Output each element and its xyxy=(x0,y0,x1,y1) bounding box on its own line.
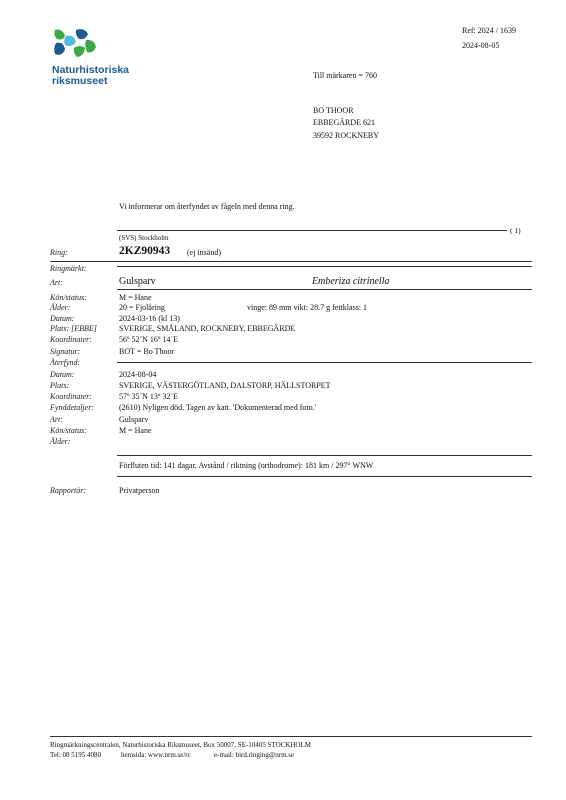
ring-label: Ring: xyxy=(50,248,68,257)
ringing-date: 2024-03-16 (kl 13) xyxy=(119,314,180,323)
address-street: EBBEGÄRDE 621 xyxy=(313,118,375,127)
recipient-note: Till märkaren = 760 xyxy=(313,71,377,80)
recovery-species-label: Art: xyxy=(50,415,63,424)
recovery-date: 2024-08-04 xyxy=(119,370,157,379)
letter-date: 2024-08-05 xyxy=(462,41,500,50)
ring-number: 2KZ90943 xyxy=(119,245,171,257)
age-label: Ålder: xyxy=(50,303,71,312)
footer-website: hemsida: www.nrm.se/rc xyxy=(121,751,191,759)
coords-label: Koordinater: xyxy=(50,335,92,344)
address-city: 39592 ROCKNEBY xyxy=(313,131,380,140)
recovery-sex: M = Hane xyxy=(119,426,152,435)
ring-note: (ej insänd) xyxy=(187,248,221,257)
date-label: Datum: xyxy=(50,314,75,323)
ringing-measurements: vinge: 89 mm vikt: 28.7 g fettklass: 1 xyxy=(247,303,367,312)
details-label: Fynddetaljer: xyxy=(50,403,94,412)
scheme-name: (SVS) Stockholm xyxy=(119,234,169,242)
footer-address: Ringmärkningscentralen, Naturhistoriska Riksmuseet, Box 50007, SE-10405 STOCKHOLM xyxy=(50,741,311,749)
recovery-date-label: Datum: xyxy=(50,370,75,379)
place-label: Plats: [EBBE] xyxy=(50,324,97,333)
divider xyxy=(117,455,532,456)
divider xyxy=(117,266,532,267)
divider xyxy=(117,289,532,290)
ringing-age: 20 = Fjolåring xyxy=(119,303,165,312)
divider xyxy=(117,230,507,231)
address-name: BO THOOR xyxy=(313,106,354,115)
recovery-details: (2610) Nyligen död. Tagen av katt. 'Dokumenterad med foto.' xyxy=(119,403,317,412)
org-name-line2: riksmuseet xyxy=(52,75,108,87)
ringing-sex: M = Hane xyxy=(119,293,152,302)
recovery-place: SVERIGE, VÄSTERGÖTLAND, DALSTORP, HÄLLSTORPET xyxy=(119,381,331,390)
reporter-label: Rapportör: xyxy=(50,486,86,495)
divider xyxy=(117,476,532,477)
recovery-species: Gulsparv xyxy=(119,415,149,424)
footer-email: e-mail: bird.ringing@nrm.se xyxy=(214,751,295,759)
summary-text: Förfluten tid: 141 dagar, Avstånd / riktning (orthodrome): 181 km / 297° WNW xyxy=(119,461,374,470)
species-label: Art: xyxy=(50,278,63,287)
recovery-age-label: Ålder: xyxy=(50,437,71,446)
footer-phone: Tel: 08 5195 4080 xyxy=(50,751,102,759)
recovery-place-label: Plats: xyxy=(50,381,70,390)
footer-divider xyxy=(50,736,532,737)
sex-label: Kön/status: xyxy=(50,293,87,302)
recovery-label: Återfynd: xyxy=(50,358,81,367)
org-name-line1: Naturhistoriska xyxy=(52,64,130,76)
species-latin: Emberiza citrinella xyxy=(312,276,390,287)
page-marker: ( 1) xyxy=(510,226,521,235)
species-name: Gulsparv xyxy=(119,276,156,287)
ringing-place: SVERIGE, SMÅLAND, ROCKNEBY, EBBEGÄRDE xyxy=(119,324,296,333)
reporter-value: Privatperson xyxy=(119,486,160,495)
nrm-logo-icon xyxy=(52,26,98,62)
signature-label: Signatur: xyxy=(50,347,81,356)
recovery-coords-label: Koordinater: xyxy=(50,392,92,401)
ringing-coords: 56º 52´N 16º 14´E xyxy=(119,335,178,344)
divider xyxy=(50,261,532,262)
ringmarkt-label: Ringmärkt: xyxy=(50,264,87,273)
intro-text: Vi informerar om återfyndet av fågeln med denna ring. xyxy=(119,202,295,211)
recovery-coords: 57º 35´N 13º 32´E xyxy=(119,392,178,401)
recovery-sex-label: Kön/status: xyxy=(50,426,87,435)
reference-number: Ref: 2024 / 1639 xyxy=(462,26,516,35)
ringing-signature: BOT = Bo Thoor xyxy=(119,347,175,356)
divider xyxy=(117,362,532,363)
